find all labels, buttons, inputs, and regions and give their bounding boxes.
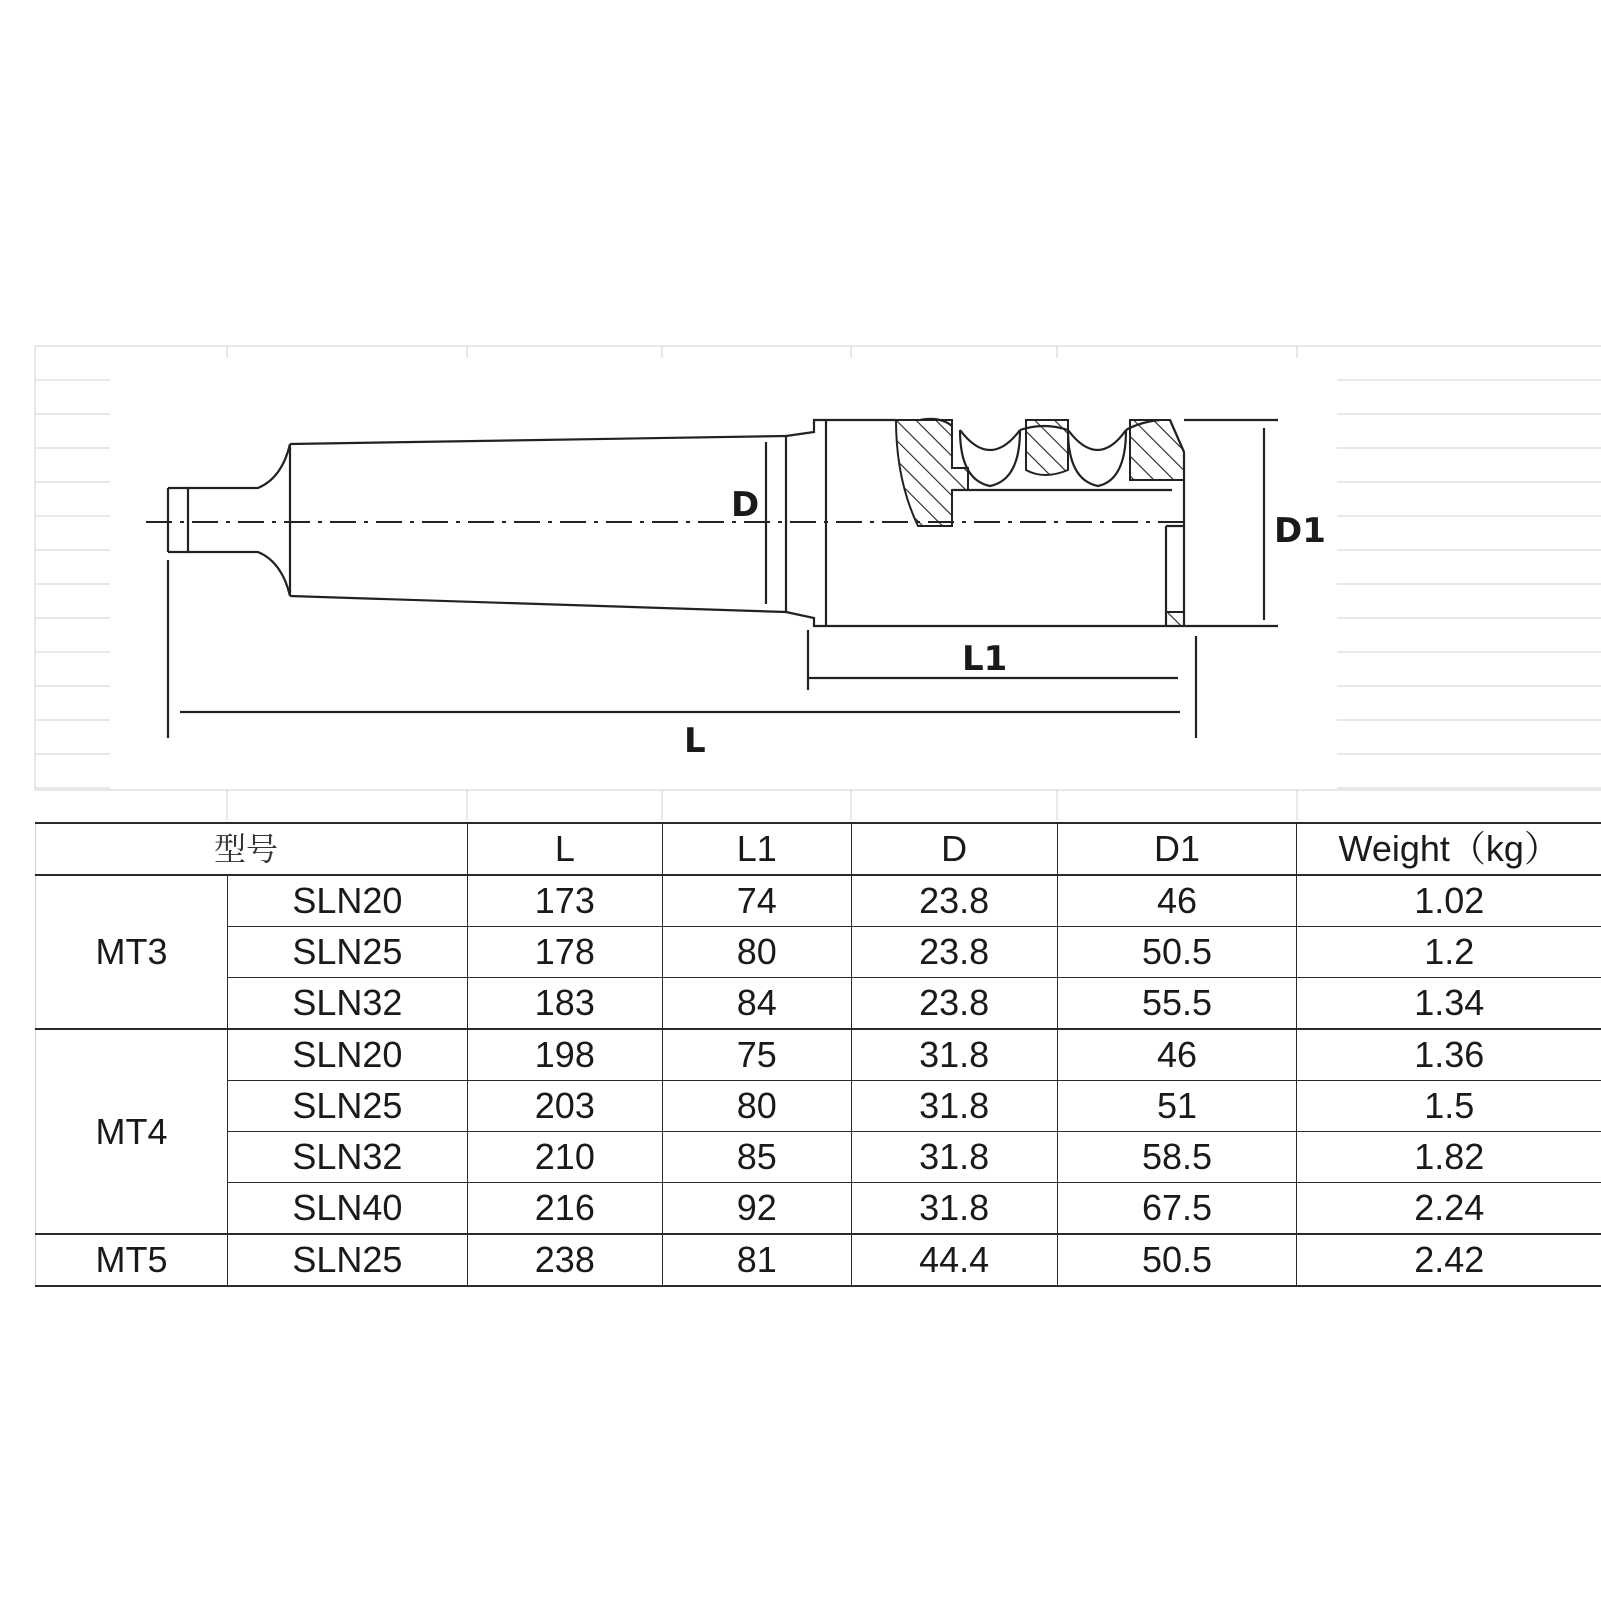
cell-d1: 50.5 [1057, 1234, 1297, 1286]
table-row [36, 875, 1601, 927]
cell-l: 178 [467, 927, 662, 978]
cell-d: 23.8 [851, 978, 1057, 1030]
cell-model: SLN25 [227, 1081, 467, 1132]
taper-cell: MT3 [36, 875, 228, 1029]
cell-d1: 55.5 [1057, 978, 1297, 1030]
table-header-row [36, 823, 1601, 875]
cell-weight: 2.24 [1297, 1183, 1601, 1235]
cell-model: SLN25 [227, 927, 467, 978]
header-model: 型号 [36, 823, 468, 875]
table-row [36, 927, 1601, 978]
cell-weight: 1.36 [1297, 1029, 1601, 1081]
cell-weight: 1.5 [1297, 1081, 1601, 1132]
cell-l1: 84 [662, 978, 851, 1030]
cell-weight: 1.2 [1297, 927, 1601, 978]
dimension-label-d1: D1 [1274, 511, 1326, 551]
cell-l: 198 [467, 1029, 662, 1081]
cell-d: 23.8 [851, 927, 1057, 978]
cell-l1: 85 [662, 1132, 851, 1183]
table-row [36, 1234, 1601, 1286]
cell-l1: 74 [662, 875, 851, 927]
cell-d1: 67.5 [1057, 1183, 1297, 1235]
cell-d1: 58.5 [1057, 1132, 1297, 1183]
cell-l: 238 [467, 1234, 662, 1286]
cell-l1: 80 [662, 927, 851, 978]
cell-d: 23.8 [851, 875, 1057, 927]
cell-d1: 46 [1057, 1029, 1297, 1081]
dimension-lines [168, 420, 1278, 738]
header-weight: Weight（kg） [1297, 823, 1601, 875]
cell-l1: 92 [662, 1183, 851, 1235]
taper-cell: MT5 [36, 1234, 228, 1286]
cell-l1: 75 [662, 1029, 851, 1081]
cell-weight: 1.02 [1297, 875, 1601, 927]
table-row [36, 978, 1601, 1030]
cell-l: 203 [467, 1081, 662, 1132]
cell-d: 31.8 [851, 1029, 1057, 1081]
cell-model: SLN20 [227, 1029, 467, 1081]
table-row [36, 1081, 1601, 1132]
table-row [36, 1132, 1601, 1183]
cell-weight: 2.42 [1297, 1234, 1601, 1286]
spec-table [35, 822, 1601, 1287]
header-l: L [467, 823, 662, 875]
table-row [36, 1183, 1601, 1235]
cell-d1: 46 [1057, 875, 1297, 927]
dimension-label-d: D [731, 485, 760, 525]
dimension-label-l1: L1 [962, 639, 1008, 679]
cell-d: 31.8 [851, 1183, 1057, 1235]
cell-l: 183 [467, 978, 662, 1030]
cell-d1: 50.5 [1057, 927, 1297, 978]
cell-d: 31.8 [851, 1081, 1057, 1132]
background-gridlines [35, 346, 1601, 820]
cell-weight: 1.34 [1297, 978, 1601, 1030]
header-d: D [851, 823, 1057, 875]
cell-model: SLN25 [227, 1234, 467, 1286]
cell-model: SLN20 [227, 875, 467, 927]
cell-d: 44.4 [851, 1234, 1057, 1286]
cell-l: 173 [467, 875, 662, 927]
cell-l: 216 [467, 1183, 662, 1235]
cell-l1: 81 [662, 1234, 851, 1286]
cell-d1: 51 [1057, 1081, 1297, 1132]
cell-l: 210 [467, 1132, 662, 1183]
cell-l1: 80 [662, 1081, 851, 1132]
cell-model: SLN40 [227, 1183, 467, 1235]
table-row [36, 1029, 1601, 1081]
taper-cell: MT4 [36, 1029, 228, 1234]
header-d1: D1 [1057, 823, 1297, 875]
cell-d: 31.8 [851, 1132, 1057, 1183]
header-l1: L1 [662, 823, 851, 875]
cell-weight: 1.82 [1297, 1132, 1601, 1183]
cell-model: SLN32 [227, 1132, 467, 1183]
cell-model: SLN32 [227, 978, 467, 1030]
dimension-label-l: L [684, 721, 706, 761]
